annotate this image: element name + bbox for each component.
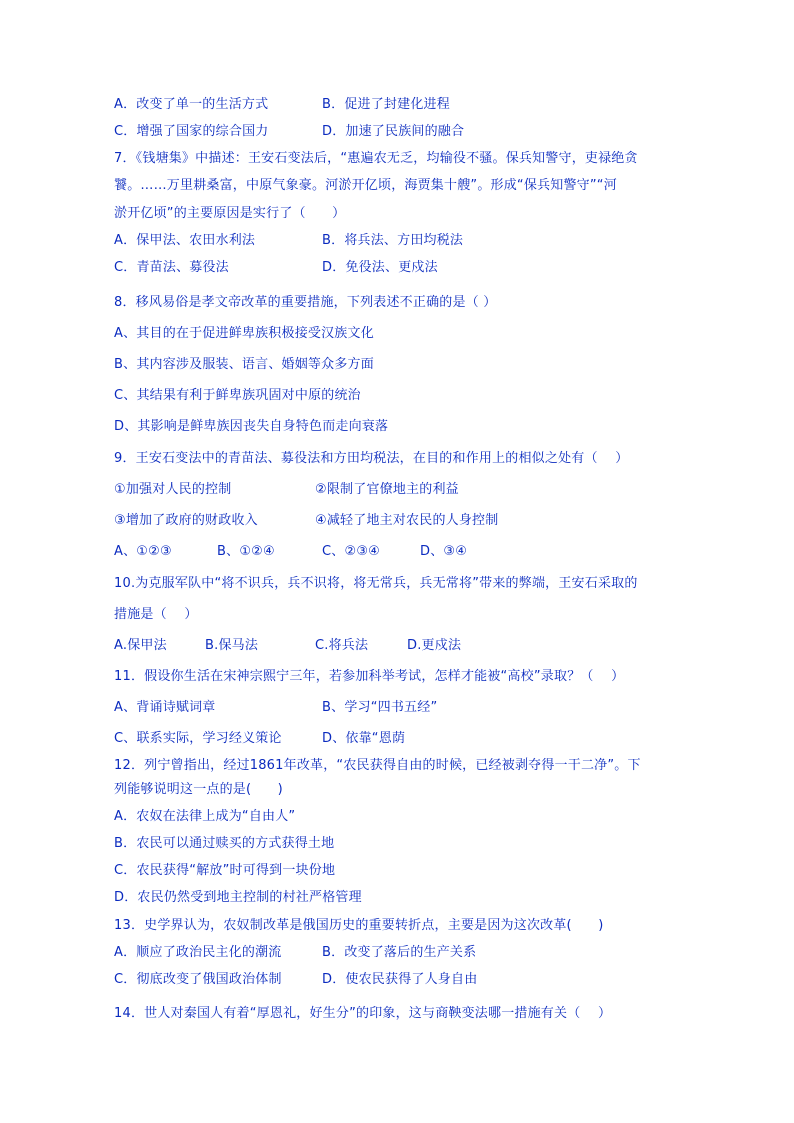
q10-option-b: B.保马法 (205, 638, 259, 653)
q11-option-d: D、依靠“恩荫 (322, 731, 406, 746)
q12-option-a: A．农奴在法律上成为“自由人” (114, 809, 296, 824)
q13-option-a: A．顺应了政治民主化的潮流 (114, 945, 282, 960)
q7-option-d: D．免役法、更戍法 (322, 260, 438, 275)
q12-stem-line2: 列能够说明这一点的是( ) (114, 782, 283, 797)
q10-stem-line2: 措施是（ ） (114, 607, 198, 622)
q12-option-b: B．农民可以通过赎买的方式获得土地 (114, 836, 335, 851)
q8-stem: 8．移风易俗是孝文帝改革的重要措施，下列表述不正确的是（ ） (114, 295, 497, 310)
q12-stem-line1: 12．列宁曾指出，经过1861年改革，“农民获得自由的时候，已经被剥夺得一干二净”。下 (114, 758, 641, 773)
q9-option-d: D、③④ (420, 544, 468, 559)
q8-option-d: D、其影响是鲜卑族因丧失自身特色而走向衰落 (114, 419, 389, 434)
q9-stem: 9．王安石变法中的青苗法、募役法和方田均税法，在目的和作用上的相似之处有（ ） (114, 451, 629, 466)
q9-choice-1: ①加强对人民的控制 (114, 482, 232, 497)
q8-option-c: C、其结果有利于鲜卑族巩固对中原的统治 (114, 388, 361, 403)
q8-option-a: A、其目的在于促进鲜卑族积极接受汉族文化 (114, 326, 374, 341)
q12-option-d: D．农民仍然受到地主控制的村社严格管理 (114, 890, 362, 905)
q10-option-c: C.将兵法 (315, 638, 369, 653)
q9-option-b: B、①②④ (217, 544, 275, 559)
q11-option-c: C、联系实际，学习经义策论 (114, 731, 282, 746)
q11-option-a: A、背诵诗赋词章 (114, 700, 216, 715)
q13-stem: 13．史学界认为，农奴制改革是俄国历史的重要转折点，主要是因为这次改革( ) (114, 918, 604, 933)
q6-option-c: C．增强了国家的综合国力 (114, 124, 269, 139)
q7-option-c: C．青苗法、募役法 (114, 260, 229, 275)
q10-option-a: A.保甲法 (114, 638, 167, 653)
q9-choice-2: ②限制了官僚地主的利益 (315, 482, 459, 497)
q9-choice-3: ③增加了政府的财政收入 (114, 513, 258, 528)
q12-option-c: C．农民获得“解放”时可得到一块份地 (114, 863, 336, 878)
q8-option-b: B、其内容涉及服装、语言、婚姻等众多方面 (114, 357, 374, 372)
q14-stem: 14．世人对秦国人有着“厚恩礼，好生分”的印象，这与商鞅变法哪一措施有关（ ） (114, 1006, 612, 1021)
q7-option-b: B．将兵法、方田均税法 (322, 233, 464, 248)
q13-option-c: C．彻底改变了俄国政治体制 (114, 972, 282, 987)
q13-option-b: B．改变了落后的生产关系 (322, 945, 477, 960)
q6-option-a: A．改变了单一的生活方式 (114, 97, 269, 112)
q13-option-d: D．使农民获得了人身自由 (322, 972, 478, 987)
q9-choice-4: ④减轻了地主对农民的人身控制 (315, 513, 499, 528)
q6-option-b: B．促进了封建化进程 (322, 97, 450, 112)
q7-stem-line1: 7．《钱塘集》中描述：王安石变法后，“惠遍农无乏，均输役不骚。保兵知警守，吏禄绝贪 (114, 151, 638, 166)
q6-option-d: D．加速了民族间的融合 (322, 124, 465, 139)
q10-option-d: D.更戍法 (407, 638, 462, 653)
q9-option-a: A、①②③ (114, 544, 172, 559)
q11-stem: 11．假设你生活在宋神宗熙宁三年，若参加科举考试，怎样才能被“高校”录取？（ ） (114, 669, 625, 684)
q9-option-c: C、②③④ (322, 544, 381, 559)
q7-stem-line2: 饕。……万里耕桑富，中原气象豪。河淤开亿顷，海贾集十艘”。形成“保兵知警守”“河 (114, 178, 617, 193)
q11-option-b: B、学习“四书五经” (322, 700, 438, 715)
q7-stem-line3: 淤开亿顷”的主要原因是实行了（ ） (114, 206, 346, 221)
q7-option-a: A．保甲法、农田水利法 (114, 233, 256, 248)
q10-stem-line1: 10.为克服军队中“将不识兵，兵不识将，将无常兵，兵无常将”带来的弊端，王安石采取的 (114, 576, 638, 591)
